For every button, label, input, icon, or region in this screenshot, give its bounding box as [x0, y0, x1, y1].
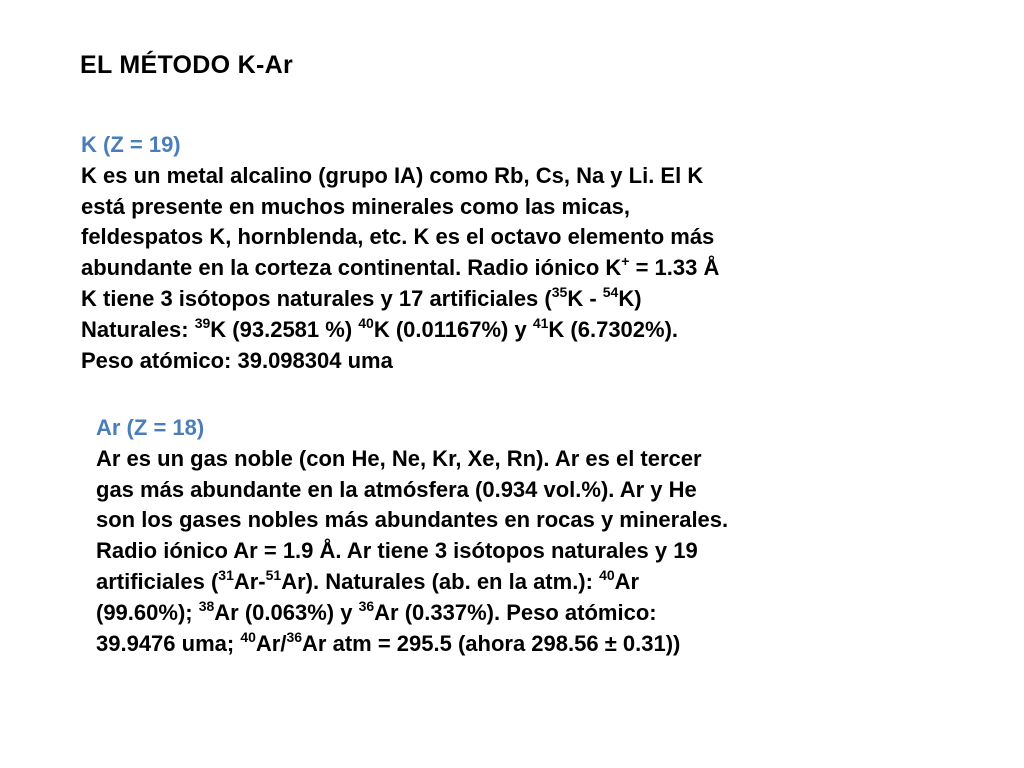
text-segment: Peso atómico: 39.098304 uma	[81, 347, 393, 373]
text-line	[96, 505, 728, 536]
argon-section	[96, 413, 728, 659]
superscript: 51	[265, 566, 282, 583]
text-segment: está presente en muchos minerales como las micas,	[81, 193, 631, 219]
text-line	[81, 346, 719, 377]
superscript: 36	[286, 628, 303, 645]
text-segment: Ar atm = 295.5 (ahora 298.56 ± 0.31))	[302, 630, 681, 656]
text-segment: = 1.33 Å	[629, 255, 720, 281]
superscript: 40	[599, 566, 615, 583]
text-segment: Naturales:	[81, 316, 195, 342]
superscript: 40	[240, 628, 256, 645]
potassium-body	[81, 161, 719, 377]
text-segment: Ar	[614, 568, 640, 594]
text-line	[81, 253, 719, 284]
text-segment: (99.60%);	[96, 599, 199, 625]
text-segment: Radio iónico Ar = 1.9 Å. Ar tiene 3 isótopos naturales y 19	[96, 538, 698, 564]
text-line	[81, 192, 719, 223]
text-line	[96, 536, 728, 567]
text-segment: 39.9476 uma;	[96, 630, 241, 656]
superscript: 39	[194, 314, 211, 331]
text-line	[96, 598, 728, 629]
text-segment: K (6.7302%).	[548, 316, 679, 342]
text-line	[81, 161, 719, 192]
text-segment: feldespatos K, hornblenda, etc. K es el octavo elemento más	[81, 224, 715, 250]
text-segment: K (0.01167%) y	[373, 316, 533, 342]
potassium-heading: K (Z = 19)	[81, 132, 181, 157]
superscript: 40	[358, 314, 374, 331]
superscript: 54	[602, 283, 619, 300]
superscript: +	[621, 253, 630, 270]
potassium-section	[81, 130, 719, 376]
argon-body	[96, 444, 728, 660]
superscript: 41	[532, 314, 549, 331]
superscript: 31	[218, 566, 234, 583]
slide-title: EL MÉTODO K-Ar	[80, 51, 294, 79]
superscript: 35	[551, 283, 568, 300]
text-segment: gas más abundante en la atmósfera (0.934 vol.%). Ar y He	[96, 476, 697, 502]
text-segment: son los gases nobles más abundantes en rocas y minerales.	[96, 507, 729, 533]
text-segment: K)	[618, 285, 642, 311]
text-line	[96, 444, 728, 475]
text-line	[81, 222, 719, 253]
text-segment: K -	[567, 285, 603, 311]
text-segment: Ar (0.063%) y	[214, 599, 359, 625]
text-segment: Ar). Naturales (ab. en la atm.):	[281, 568, 600, 594]
text-segment: K (93.2581 %)	[210, 316, 359, 342]
text-line	[81, 315, 719, 346]
text-segment: abundante en la corteza continental. Radio iónico K	[81, 255, 622, 281]
text-segment: Ar-	[233, 568, 266, 594]
superscript: 38	[198, 597, 215, 614]
text-segment: K tiene 3 isótopos naturales y 17 artificiales (	[81, 285, 552, 311]
text-line	[96, 567, 728, 598]
text-segment: K es un metal alcalino (grupo IA) como Rb, Cs, Na y Li. El K	[81, 162, 704, 188]
text-segment: Ar/	[255, 630, 287, 656]
text-line	[81, 284, 719, 315]
text-segment: Ar es un gas noble (con He, Ne, Kr, Xe, Rn). Ar es el tercer	[96, 445, 702, 471]
text-line	[96, 629, 728, 660]
text-line	[96, 475, 728, 506]
text-segment: artificiales (	[96, 568, 219, 594]
text-segment: Ar (0.337%). Peso atómico:	[374, 599, 657, 625]
argon-heading: Ar (Z = 18)	[96, 415, 205, 440]
superscript: 36	[358, 597, 375, 614]
